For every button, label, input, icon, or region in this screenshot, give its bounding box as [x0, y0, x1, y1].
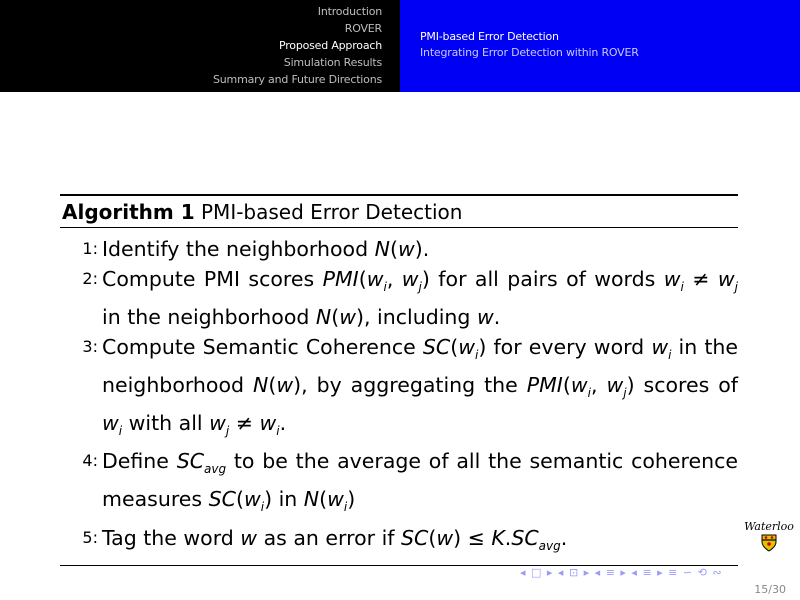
algorithm-title: PMI-based Error Detection	[201, 200, 463, 224]
algorithm-step	[60, 523, 738, 561]
algorithm-step	[60, 234, 738, 264]
step-number: 5:	[82, 527, 98, 547]
step-text: Define $SC_{avg}$ to be the average of all the semantic coherence measures $SC(w_i)$ in $N(w_i)$	[102, 449, 738, 515]
algorithm-step	[60, 264, 738, 332]
shield-icon	[761, 534, 777, 552]
nav-section-proposed-approach[interactable]: Proposed Approach	[278, 39, 382, 52]
beamer-navigation-symbols[interactable]: ◂ □ ▸ ◂ ⊡ ▸ ◂ ≡ ▸ ◂ ≡ ▸ ≡ ∽ ⟲ ∾	[520, 566, 723, 579]
logo-text: Waterloo	[744, 520, 794, 533]
step-text: Compute Semantic Coherence $SC(w_i)$ for every word $w_i$ in the neighborhood N(w), by aggregating the $PMI(w_i$, $w_j$) scores of $w_i$ with all $w_j \ne w_i$.	[102, 335, 738, 439]
section-nav	[0, 0, 400, 92]
step-number: 4:	[82, 451, 98, 471]
step-text: Compute PMI scores $PMI(w_i$, $w_j$) for all pairs of words $w_i \ne w_j$ in the neighborhood N(w), including w.	[102, 267, 738, 330]
step-text: Tag the word w as an error if $SC(w) \le K.SC_{avg}$.	[102, 525, 568, 553]
page-number: 15/30	[754, 583, 786, 596]
step-number: 3:	[82, 337, 98, 357]
algorithm-label: Algorithm 1	[62, 200, 195, 224]
nav-section-introduction[interactable]: Introduction	[317, 5, 382, 18]
nav-subsection-pmi-error-detection[interactable]: PMI-based Error Detection	[420, 30, 559, 43]
subsection-nav	[400, 0, 800, 92]
algorithm-step	[60, 446, 738, 522]
nav-section-rover[interactable]: ROVER	[344, 22, 382, 35]
algorithm-steps	[60, 228, 738, 565]
university-logo	[744, 520, 794, 564]
algorithm-box	[60, 194, 738, 566]
step-text: Identify the neighborhood N(w).	[102, 237, 430, 261]
algorithm-caption	[60, 196, 738, 227]
step-number: 1:	[82, 239, 98, 258]
nav-subsection-integrating-rover[interactable]: Integrating Error Detection within ROVER	[420, 46, 639, 59]
nav-section-simulation-results[interactable]: Simulation Results	[283, 56, 382, 69]
algorithm-step	[60, 332, 738, 446]
nav-section-summary[interactable]: Summary and Future Directions	[213, 73, 382, 86]
beamer-header	[0, 0, 800, 92]
step-number: 2:	[82, 269, 98, 288]
